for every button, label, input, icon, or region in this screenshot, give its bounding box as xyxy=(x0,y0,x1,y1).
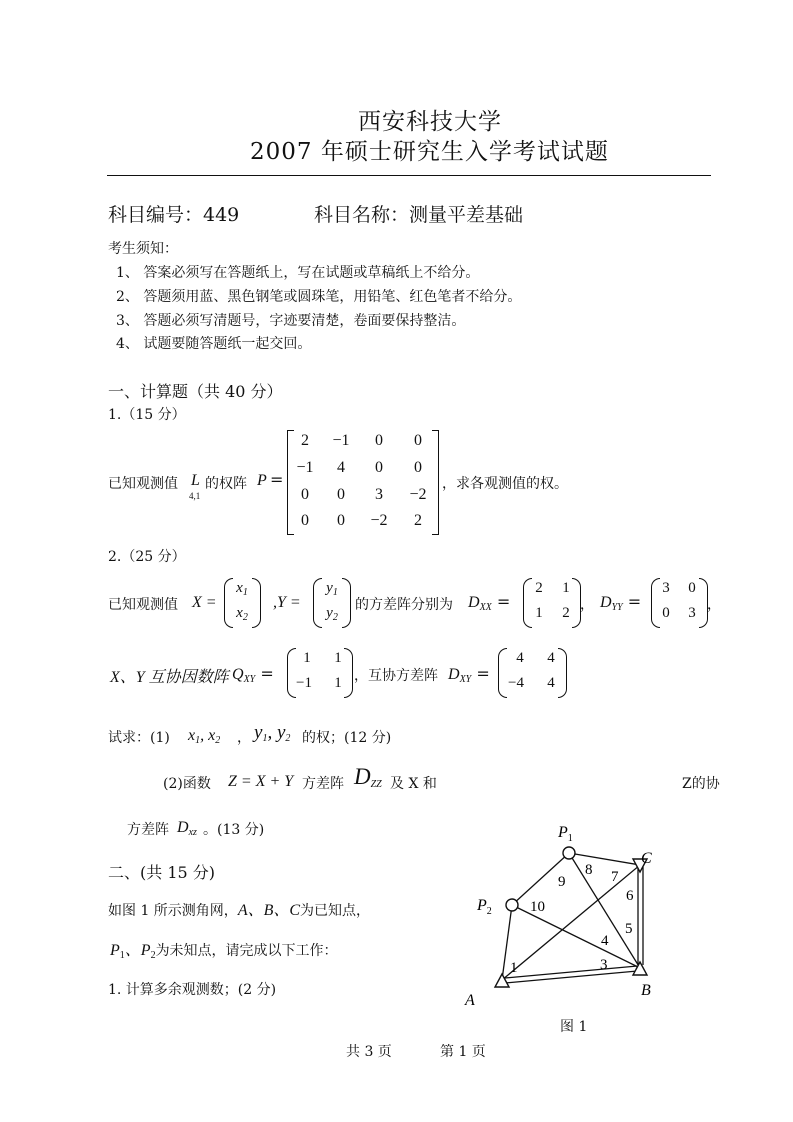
exam-title: 2007 年硕士研究生入学考试试题 xyxy=(250,139,609,165)
Dxz-symbol: $D_{xz}$ xyxy=(177,819,197,838)
Dzz-symbol: $D_{ZZ}$ xyxy=(354,764,382,790)
matrix-cell: 0 xyxy=(337,486,345,503)
matrix-cell: 0 xyxy=(337,512,345,529)
matrix-cell: 0 xyxy=(662,605,670,621)
page-total: 共 3 页 xyxy=(346,1044,392,1060)
comma: ， xyxy=(580,597,594,613)
edge-A-C xyxy=(502,865,640,980)
q2-label: 2.（25 分） xyxy=(108,549,186,565)
q2-Y-symbol: ,Y = xyxy=(273,594,301,611)
university-name: 西安科技大学 xyxy=(358,109,502,135)
matrix-cell: 0 xyxy=(414,459,422,476)
edge-A-B-2 xyxy=(505,971,637,983)
matrix-cell: −4 xyxy=(508,675,524,691)
matrix-cell: −2 xyxy=(409,486,427,503)
edge-A-B-1 xyxy=(505,966,637,978)
q1-mid: 的权阵 xyxy=(205,476,247,492)
q1-L-subscript: 4,1 xyxy=(189,491,201,501)
section2-heading: 二、(共 15 分) xyxy=(108,863,216,882)
section2-text1: 如图 1 所示测角网，A、B、C为已知点， xyxy=(108,902,371,919)
subject-code: 科目编号：449 xyxy=(108,204,240,226)
q2-ask2-and: 及 X 和 xyxy=(390,776,437,792)
matrix-cell: −1 xyxy=(296,459,314,476)
instruction-item: 2、 答题须用蓝、黑色钢笔或圆珠笔，用铅笔、红色笔者不给分。 xyxy=(116,289,522,305)
q2-ask2-mid: 方差阵 xyxy=(302,776,344,792)
matrix-cell: −1 xyxy=(296,675,312,691)
q2-ask1-prefix: 试求：(1) xyxy=(108,730,170,746)
matrix-cell: 0 xyxy=(375,459,383,476)
label-P2: $P_2$ xyxy=(477,897,492,917)
matrix-cell: 0 xyxy=(301,486,309,503)
matrix-cell: 1 xyxy=(334,650,342,666)
Dxy-symbol: $D_{XY}$ = xyxy=(448,664,490,685)
matrix-cell: 1 xyxy=(535,605,543,621)
angle-label: 7 xyxy=(611,869,619,885)
matrix-cell: 0 xyxy=(301,512,309,529)
q2-ask2-func: Z = X + Y xyxy=(228,773,294,790)
q2-ask1-suffix: 的权；(12 分) xyxy=(302,730,392,746)
matrix-cell: 0 xyxy=(414,432,422,449)
q1-label: 1.（15 分） xyxy=(108,407,186,423)
Dxx-symbol: $D_{XX}$ = xyxy=(468,592,511,613)
matrix-cell: 4 xyxy=(547,675,555,691)
q2-ask2-right: Z的协 xyxy=(682,776,720,792)
point-B-marker xyxy=(633,962,647,975)
figure-caption: 图 1 xyxy=(560,1019,588,1035)
label-P1: $P_1$ xyxy=(558,824,573,844)
q2-line2-mid: ，互协方差阵 xyxy=(354,668,438,684)
comma: ， xyxy=(237,730,251,746)
point-P2-marker xyxy=(506,899,518,911)
q2-ask2-line2: 方差阵 xyxy=(127,822,169,838)
section2-task1: 1. 计算多余观测数；(2 分) xyxy=(108,982,277,998)
matrix-cell: 0 xyxy=(688,580,696,596)
matrix-cell: −1 xyxy=(332,432,350,449)
matrix-cell: 2 xyxy=(562,605,570,621)
y1-entry: $y_1$ xyxy=(326,580,338,598)
matrix-cell: 2 xyxy=(301,432,309,449)
q2-line1-prefix: 已知观测值 xyxy=(108,597,178,613)
matrix-cell: 3 xyxy=(662,580,670,596)
x1-entry: $x_1$ xyxy=(236,580,248,598)
edge-P1-C xyxy=(569,853,640,865)
angle-label: 9 xyxy=(558,874,566,890)
page-number: 第 1 页 xyxy=(440,1044,486,1060)
matrix-cell: 1 xyxy=(334,675,342,691)
label-C: C xyxy=(641,850,652,867)
Qxy-symbol: $Q_{XY}$ = xyxy=(232,664,274,685)
matrix-cell: 3 xyxy=(375,486,383,503)
instruction-item: 4、 试题要随答题纸一起交回。 xyxy=(116,336,312,352)
matrix-cell: 4 xyxy=(337,459,345,476)
instructions-heading: 考生须知： xyxy=(108,241,178,257)
label-B: B xyxy=(641,982,651,999)
point-P1-marker xyxy=(563,847,575,859)
matrix-cell: 3 xyxy=(688,605,696,621)
comma: ， xyxy=(707,597,721,613)
q1-suffix: ，求各观测值的权。 xyxy=(442,476,568,492)
section1-heading: 一、计算题（共 40 分） xyxy=(108,382,283,401)
Dyy-symbol: $D_{YY}$ = xyxy=(600,592,642,613)
q2-line1-mid: 的方差阵分别为 xyxy=(355,597,453,613)
header-divider xyxy=(107,175,711,176)
q1-L-symbol: L xyxy=(191,472,200,489)
matrix-cell: 0 xyxy=(375,432,383,449)
q1-equals: = xyxy=(270,470,284,489)
q2-X-symbol: X = xyxy=(192,594,217,611)
angle-label: 4 xyxy=(601,933,609,949)
angle-label: 1 xyxy=(510,960,518,976)
matrix-cell: 4 xyxy=(547,650,555,666)
instruction-item: 1、 答案必须写在答题纸上，写在试题或草稿纸上不给分。 xyxy=(116,265,480,281)
q2-line2-prefix: X、Y 互协因数阵 xyxy=(110,669,229,686)
q2-ask1-y-vars: $y_1$, $y_2$ xyxy=(254,722,291,744)
q2-ask2-prefix: (2)函数 xyxy=(163,776,211,792)
matrix-cell: 4 xyxy=(516,650,524,666)
instruction-item: 3、 答题必须写清题号，字迹要清楚，卷面要保持整洁。 xyxy=(116,313,466,329)
y2-entry: $y_2$ xyxy=(326,605,338,623)
subject-name: 科目名称：测量平差基础 xyxy=(314,204,524,226)
q2-ask2-end: 。(13 分) xyxy=(203,822,265,838)
q2-ask1-x-vars: $x_1$, $x_2$ xyxy=(188,727,221,746)
matrix-cell: 2 xyxy=(535,580,543,596)
angle-label: 5 xyxy=(625,921,633,937)
q1-P-symbol: P xyxy=(257,472,267,489)
x2-entry: $x_2$ xyxy=(236,605,248,623)
matrix-cell: 1 xyxy=(303,650,311,666)
angle-label: 8 xyxy=(585,862,593,878)
angle-label: 10 xyxy=(530,899,545,915)
q1-prefix: 已知观测值 xyxy=(108,476,178,492)
matrix-cell: 1 xyxy=(562,580,570,596)
matrix-cell: 2 xyxy=(414,512,422,529)
angle-label: 6 xyxy=(626,888,634,904)
triangulation-network-figure xyxy=(455,815,675,1015)
section2-text2: $P_1$、$P_2$为未知点，请完成以下工作： xyxy=(110,942,338,961)
angle-label: 3 xyxy=(600,957,608,973)
matrix-cell: −2 xyxy=(370,512,388,529)
label-A: A xyxy=(465,992,475,1009)
